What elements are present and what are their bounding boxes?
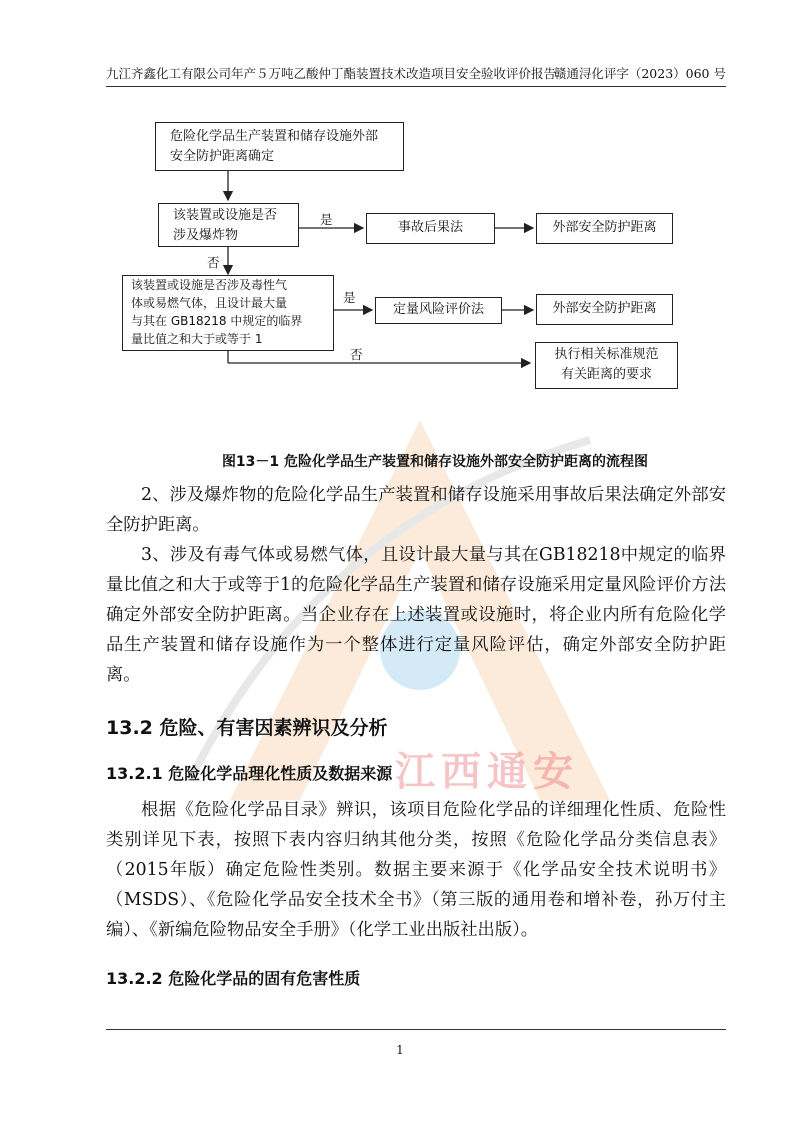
paragraph-data-sources: 根据《危险化学品目录》辨识，该项目危险化学品的详细理化性质、危险性类别详见下表，按照下表内容归纳其他分类，按照《危险化学品分类信息表》（2015年版）确定危险性类别。数据主要来源于《化学品安全技术说明书》（MSDS）、《危险化学品安全技术全书》（第三版的通用卷和增补卷，孙万付主编）、《新编危险物品安全手册》（化学工业出版社出版）。: [106, 800, 726, 940]
flow-result1-box: [536, 213, 673, 244]
flow-no2-label: 否: [350, 347, 363, 362]
flow-start-line2: 安全防护距离确定: [170, 149, 275, 164]
header-report-title: 九江齐鑫化工有限公司年产５万吨乙酸仲丁酯装置技术改造项目安全验收评价报告: [106, 66, 557, 81]
watermark-text: 江西通安: [395, 749, 579, 795]
figure-caption: 图13－1 危险化学品生产装置和储存设施外部安全防护距离的流程图: [221, 454, 649, 470]
flow-method2-box: [375, 297, 502, 324]
flow-q2-line3: 与其在 GB18218 中规定的临界: [131, 314, 303, 328]
section-heading-13-2-2: 13.2.2 危险化学品的固有危害性质: [106, 969, 361, 988]
flow-yes2-label: 是: [343, 290, 356, 305]
flow-q1-line1: 该装置或设施是否: [173, 208, 278, 223]
header-report-number: 赣通浔化评字（2023）060 号: [553, 66, 726, 81]
flow-method1-text: 事故后果法: [397, 220, 463, 235]
flow-method1-box: [366, 213, 495, 244]
flow-result2-box: [536, 294, 673, 325]
flow-no1-label: 否: [207, 255, 220, 270]
flow-yes1-label: 是: [320, 212, 333, 227]
flow-q2-box: [122, 275, 334, 351]
section-heading-13-2-1: 13.2.1 危险化学品理化性质及数据来源: [106, 764, 393, 783]
flow-result1-text: 外部安全防护距离: [552, 220, 657, 235]
section-heading-13-2: 13.2 危险、有害因素辨识及分析: [106, 717, 388, 739]
flow-start-box: [155, 122, 404, 171]
flow-final-line1: 执行相关标准规范: [554, 347, 659, 362]
page-number: 1: [396, 1043, 404, 1057]
flow-q2-line4: 量比值之和大于或等于 1: [131, 332, 263, 346]
flow-q2-line1: 该装置或设施是否涉及毒性气: [131, 278, 288, 292]
flow-start-line1: 危险化学品生产装置和储存设施外部: [170, 129, 379, 144]
flow-q1-line2: 涉及爆炸物: [173, 228, 239, 243]
flow-final-line2: 有关距离的要求: [560, 367, 652, 382]
flow-final-box: [535, 342, 678, 389]
paragraph-explosives: 2、涉及爆炸物的危险化学品生产装置和储存设施采用事故后果法确定外部安全防护距离。: [106, 485, 726, 535]
flow-result2-text: 外部安全防护距离: [552, 301, 657, 316]
flow-method2-text: 定量风险评价法: [392, 302, 484, 317]
footer-divider: [106, 1029, 726, 1030]
paragraph-toxic-gases: 3、涉及有毒气体或易燃气体，且设计最大量与其在GB18218中规定的临界量比值之和大于或等于1的危险化学品生产装置和储存设施采用定量风险评价方法确定外部安全防护距离。当企业存在上述装置或设施时，将企业内所有危险化学品生产装置和储存设施作为一个整体进行定量风险评估，确定外部安全防护距离。: [106, 545, 726, 685]
flow-q1-box: [158, 203, 299, 247]
flow-q2-line2: 体或易燃气体，且设计最大量: [131, 296, 288, 310]
